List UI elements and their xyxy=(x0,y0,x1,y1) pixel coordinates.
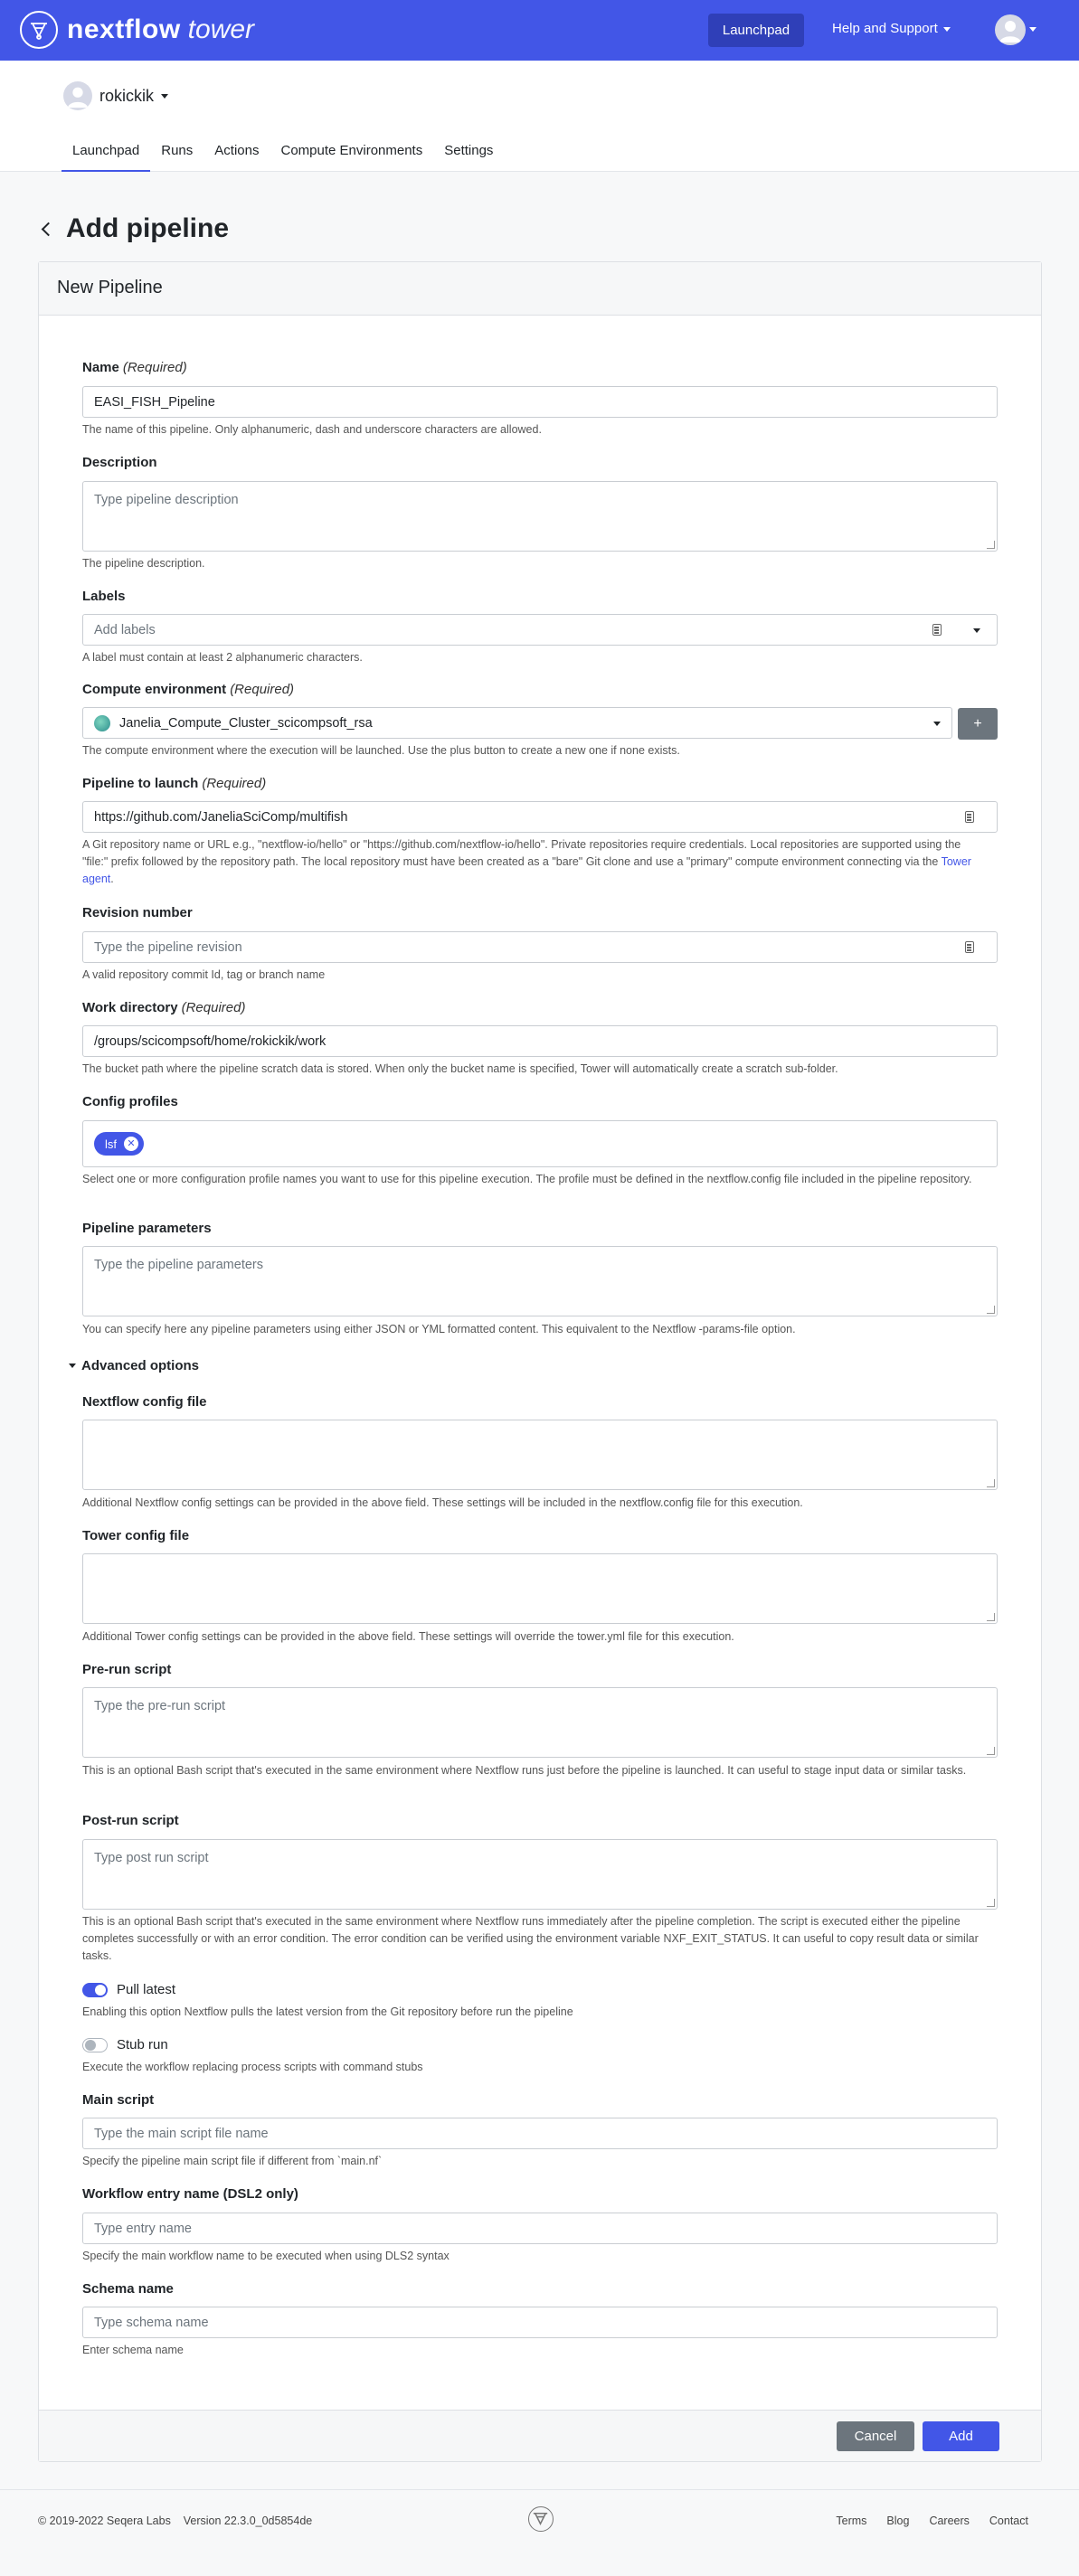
page-footer xyxy=(0,2489,1079,2576)
revision-help: A valid repository commit Id, tag or branch name xyxy=(82,968,326,981)
stub-run-switch[interactable] xyxy=(82,2038,108,2052)
pipeline-url-label: Pipeline to launch (Required) xyxy=(82,776,267,791)
post-run-placeholder: Type post run script xyxy=(94,1851,209,1865)
back-chevron-icon[interactable] xyxy=(42,222,56,236)
tab-settings[interactable]: Settings xyxy=(444,143,494,158)
help-support-label: Help and Support xyxy=(832,21,938,36)
nextflow-footer-logo-icon xyxy=(528,2506,554,2532)
chevron-down-icon xyxy=(933,722,941,726)
pre-run-placeholder: Type the pre-run script xyxy=(94,1699,226,1713)
revision-input[interactable] xyxy=(82,931,998,963)
name-label: Name (Required) xyxy=(82,360,187,375)
schema-name-label: Schema name xyxy=(82,2281,174,2297)
description-textarea[interactable] xyxy=(82,481,998,552)
tower-agent-link[interactable]: Tower agent xyxy=(82,855,971,885)
clipboard-icon[interactable] xyxy=(932,624,942,636)
main-script-input[interactable] xyxy=(82,2118,998,2149)
revision-label: Revision number xyxy=(82,905,193,920)
compute-env-help: The compute environment where the execution will be launched. Use the plus button to create a new one if none exists. xyxy=(82,744,680,757)
cancel-button[interactable]: Cancel xyxy=(837,2421,914,2451)
workspace-avatar xyxy=(63,81,92,110)
main-script-help: Specify the pipeline main script file if different from `main.nf` xyxy=(82,2155,383,2167)
name-value: EASI_FISH_Pipeline xyxy=(94,394,215,410)
compute-env-label: Compute environment (Required) xyxy=(82,682,295,697)
caret-down-icon xyxy=(69,1363,76,1368)
footer-link-contact[interactable]: Contact xyxy=(989,2515,1028,2527)
help-support-menu[interactable] xyxy=(832,21,951,36)
required-marker: (Required) xyxy=(181,1000,246,1015)
main-script-placeholder: Type the main script file name xyxy=(94,2126,269,2141)
labels-placeholder: Add labels xyxy=(94,622,156,637)
main-script-label: Main script xyxy=(82,2092,155,2108)
work-dir-label: Work directory (Required) xyxy=(82,1000,246,1015)
compute-env-select[interactable] xyxy=(82,707,952,739)
copyright: © 2019-2022 Seqera Labs xyxy=(38,2515,171,2527)
nextflow-tower-logo[interactable] xyxy=(20,11,254,49)
nextflow-logo-icon xyxy=(20,11,58,49)
tab-actions[interactable]: Actions xyxy=(214,143,260,158)
config-profiles-input[interactable] xyxy=(82,1120,998,1167)
tab-launchpad[interactable]: Launchpad xyxy=(62,142,150,172)
pre-run-label: Pre-run script xyxy=(82,1662,172,1677)
tab-runs[interactable]: Runs xyxy=(161,143,194,158)
stub-run-toggle[interactable] xyxy=(82,2037,168,2052)
work-dir-input[interactable] xyxy=(82,1025,998,1057)
pipeline-url-help: A Git repository name or URL e.g., "nextflow-io/hello" or "https://github.com/nextflow-io/hello". Private repositories require credentials. Local repositories are supported using the "file:" prefix followed by the repository path. The local repository must have been created as a "bare" Git clone and use a "primary" compute environment connecting via the Tower agent. xyxy=(82,838,971,885)
compute-env-value: Janelia_Compute_Cluster_scicompsoft_rsa xyxy=(119,715,373,731)
entry-name-help: Specify the main workflow name to be executed when using DLS2 syntax xyxy=(82,2250,450,2262)
workspace-name: rokickik xyxy=(99,86,155,105)
workspace-selector[interactable] xyxy=(63,81,168,110)
pipeline-params-help: You can specify here any pipeline parameters using either JSON or YML formatted content. This equivalent to the Nextflow -params-file option. xyxy=(82,1323,796,1335)
work-dir-help: The bucket path where the pipeline scratch data is stored. When only the bucket name is specified, Tower will automatically create a scratch sub-folder. xyxy=(82,1062,838,1075)
description-label: Description xyxy=(82,455,157,470)
page-title-row xyxy=(38,213,229,244)
version: Version 22.3.0_0d5854de xyxy=(183,2515,313,2527)
chevron-down-icon xyxy=(943,27,951,32)
footer-links xyxy=(836,2515,1028,2527)
config-profiles-help: Select one or more configuration profile names you want to use for this pipeline execution. The profile must be defined in the nextflow.config file included in the pipeline repository. xyxy=(82,1173,972,1185)
pipeline-params-label: Pipeline parameters xyxy=(82,1221,212,1236)
clipboard-icon[interactable] xyxy=(965,811,974,823)
logo-text: nextflow xyxy=(67,14,181,44)
tower-config-label: Tower config file xyxy=(82,1528,190,1543)
chevron-down-icon xyxy=(161,94,168,99)
required-marker: (Required) xyxy=(122,360,187,375)
labels-help: A label must contain at least 2 alphanumeric characters. xyxy=(82,651,363,664)
workspace-tabs xyxy=(62,142,504,172)
config-profiles-label: Config profiles xyxy=(82,1094,178,1109)
user-avatar[interactable] xyxy=(995,14,1026,45)
stub-run-help: Execute the workflow replacing process scripts with command stubs xyxy=(82,2061,423,2073)
footer-link-careers[interactable]: Careers xyxy=(929,2515,970,2527)
pull-latest-help: Enabling this option Nextflow pulls the latest version from the Git repository before run the pipeline xyxy=(82,2005,573,2018)
pipeline-url-value: https://github.com/JaneliaSciComp/multifish xyxy=(94,809,348,825)
name-help: The name of this pipeline. Only alphanumeric, dash and underscore characters are allowed. xyxy=(82,423,542,436)
labels-input[interactable] xyxy=(82,614,998,646)
description-help: The pipeline description. xyxy=(82,557,205,570)
chevron-down-icon[interactable] xyxy=(973,628,980,633)
labels-label: Labels xyxy=(82,589,126,604)
nextflow-config-textarea[interactable] xyxy=(82,1420,998,1490)
workspace-header xyxy=(0,61,1079,172)
pull-latest-toggle[interactable] xyxy=(82,1982,175,1997)
pipeline-params-textarea[interactable] xyxy=(82,1246,998,1316)
post-run-help: This is an optional Bash script that's executed in the same environment where Nextflow runs immediately after the pipeline completion. The script is executed either the pipeline completes successfully or with an error condition. The error condition can be verified using the environment variable NXF_EXIT_STATUS. It can useful to copy result data or similar tasks. xyxy=(82,1915,979,1962)
advanced-options-toggle[interactable]: Advanced options xyxy=(69,1358,199,1373)
clipboard-icon[interactable] xyxy=(965,941,974,953)
schema-name-help: Enter schema name xyxy=(82,2344,184,2356)
card-footer xyxy=(39,2410,1041,2461)
user-menu-chevron-icon[interactable] xyxy=(1029,27,1036,32)
entry-name-placeholder: Type entry name xyxy=(94,2221,192,2236)
pre-run-help: This is an optional Bash script that's executed in the same environment where Nextflow runs just before the pipeline is launched. It can useful to stage input data or similar tasks. xyxy=(82,1764,967,1777)
pipeline-params-placeholder: Type the pipeline parameters xyxy=(94,1258,263,1272)
add-button[interactable]: Add xyxy=(923,2421,999,2451)
required-marker: (Required) xyxy=(230,682,295,697)
add-compute-env-button[interactable]: + xyxy=(958,708,998,740)
post-run-textarea[interactable] xyxy=(82,1839,998,1910)
post-run-label: Post-run script xyxy=(82,1813,179,1828)
tab-compute-environments[interactable]: Compute Environments xyxy=(280,143,423,158)
work-dir-value: /groups/scicompsoft/home/rokickik/work xyxy=(94,1033,327,1049)
profile-chip[interactable]: lsf ✕ xyxy=(94,1132,144,1156)
required-marker: (Required) xyxy=(202,776,267,791)
description-placeholder: Type pipeline description xyxy=(94,493,239,507)
schema-name-placeholder: Type schema name xyxy=(94,2315,209,2330)
pull-latest-label: Pull latest xyxy=(117,1982,176,1997)
pipeline-url-input[interactable] xyxy=(82,801,998,833)
footer-info xyxy=(38,2515,312,2527)
pull-latest-switch[interactable] xyxy=(82,1983,108,1997)
footer-link-terms[interactable]: Terms xyxy=(836,2515,867,2527)
tower-config-help: Additional Tower config settings can be provided in the above field. These settings will override the tower.yml file for this execution. xyxy=(82,1630,734,1643)
entry-name-label: Workflow entry name (DSL2 only) xyxy=(82,2186,298,2202)
tower-config-textarea[interactable] xyxy=(82,1553,998,1624)
nextflow-config-help: Additional Nextflow config settings can be provided in the above field. These settings will be included in the nextflow.config file for this execution. xyxy=(82,1496,803,1509)
logo-subtext: tower xyxy=(187,14,255,44)
pre-run-textarea[interactable] xyxy=(82,1687,998,1758)
nextflow-config-label: Nextflow config file xyxy=(82,1394,207,1410)
revision-placeholder: Type the pipeline revision xyxy=(94,939,242,955)
stub-run-label: Stub run xyxy=(117,2037,168,2052)
launchpad-button[interactable]: Launchpad xyxy=(708,14,804,47)
page-title: Add pipeline xyxy=(66,213,229,243)
remove-chip-icon[interactable]: ✕ xyxy=(124,1137,138,1151)
top-navbar xyxy=(0,0,1079,61)
card-title: New Pipeline xyxy=(39,262,1041,316)
schema-name-input[interactable] xyxy=(82,2307,998,2338)
entry-name-input[interactable] xyxy=(82,2213,998,2244)
compute-env-icon xyxy=(94,715,110,731)
footer-link-blog[interactable]: Blog xyxy=(886,2515,910,2527)
name-input[interactable] xyxy=(82,386,998,418)
